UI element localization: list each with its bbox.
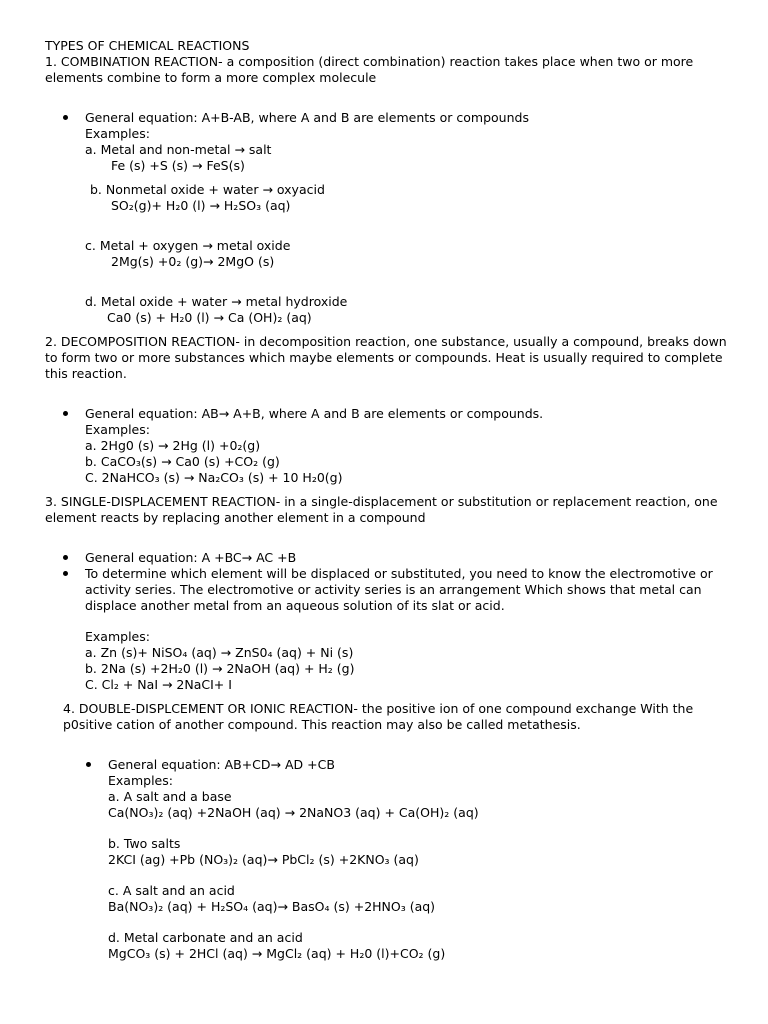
bullet-icon (63, 571, 68, 576)
section-1-example-a-label: a. Metal and non-metal → salt (85, 142, 272, 157)
section-1-heading-cont: elements combine to form a more complex molecule (45, 70, 377, 85)
bullet-icon (86, 762, 91, 767)
section-3-activity-series-note-cont: activity series. The electromotive or activity series is an arrangement Which shows that metal can (85, 582, 702, 597)
section-2-examples-label: Examples: (85, 422, 150, 437)
section-2-general-equation: General equation: AB→ A+B, where A and B are elements or compounds. (85, 406, 544, 421)
section-4-general-equation: General equation: AB+CD→ AD +CB (108, 757, 335, 772)
section-2-heading-end: this reaction. (45, 366, 127, 381)
bullet-icon (63, 115, 68, 120)
document-title: TYPES OF CHEMICAL REACTIONS (45, 38, 250, 53)
section-4-examples-label: Examples: (108, 773, 173, 788)
section-3-example-c-equation: C. Cl₂ + NaI → 2NaCI+ I (85, 677, 232, 692)
section-1-examples-label: Examples: (85, 126, 150, 141)
bullet-icon (63, 411, 68, 416)
section-1-example-a-equation: Fe (s) +S (s) → FeS(s) (111, 158, 245, 173)
section-2-heading: 2. DECOMPOSITION REACTION- in decomposition reaction, one substance, usually a compound, breaks down (45, 334, 727, 349)
section-1-example-d-label: d. Metal oxide + water → metal hydroxide (85, 294, 348, 309)
section-3-example-a-equation: a. Zn (s)+ NiSO₄ (aq) → ZnS0₄ (aq) + Ni (s) (85, 645, 354, 660)
section-4-example-a-label: a. A salt and a base (108, 789, 232, 804)
section-3-heading-cont: element reacts by replacing another element in a compound (45, 510, 426, 525)
section-2-example-a-equation: a. 2Hg0 (s) → 2Hg (l) +0₂(g) (85, 438, 261, 453)
section-4-example-a-equation: Ca(NO₃)₂ (aq) +2NaOH (aq) → 2NaNO3 (aq) + Ca(OH)₂ (aq) (108, 805, 479, 820)
section-4-example-b-label: b. Two salts (108, 836, 181, 851)
section-4-heading-cont: p0sitive cation of another compound. This reaction may also be called metathesis. (63, 717, 581, 732)
section-4-example-d-equation: MgCO₃ (s) + 2HCl (aq) → MgCl₂ (aq) + H₂0 (l)+CO₂ (g) (108, 946, 446, 961)
section-4-example-c-label: c. A salt and an acid (108, 883, 235, 898)
section-3-examples-label: Examples: (85, 629, 150, 644)
section-2-heading-cont: to form two or more substances which maybe elements or compounds. Heat is usually required to complete (45, 350, 723, 365)
section-4-example-d-label: d. Metal carbonate and an acid (108, 930, 303, 945)
bullet-icon (63, 555, 68, 560)
section-4-heading: 4. DOUBLE-DISPLCEMENT OR IONIC REACTION- the positive ion of one compound exchange With the (63, 701, 694, 716)
section-1-example-c-equation: 2Mg(s) +0₂ (g)→ 2MgO (s) (111, 254, 275, 269)
section-3-activity-series-note-end: displace another metal from an aqueous solution of its slat or acid. (85, 598, 505, 613)
section-2-example-b-equation: b. CaCO₃(s) → Ca0 (s) +CO₂ (g) (85, 454, 280, 469)
section-4-example-c-equation: Ba(NO₃)₂ (aq) + H₂SO₄ (aq)→ BasO₄ (s) +2HNO₃ (aq) (108, 899, 436, 914)
section-1-example-b-label: b. Nonmetal oxide + water → oxyacid (90, 182, 325, 197)
section-3-general-equation: General equation: A +BC→ AC +B (85, 550, 297, 565)
section-3-example-b-equation: b. 2Na (s) +2H₂0 (l) → 2NaOH (aq) + H₂ (g) (85, 661, 355, 676)
section-2-example-c-equation: C. 2NaHCO₃ (s) → Na₂CO₃ (s) + 10 H₂0(g) (85, 470, 343, 485)
section-1-example-c-label: c. Metal + oxygen → metal oxide (85, 238, 291, 253)
section-1-example-b-equation: SO₂(g)+ H₂0 (l) → H₂SO₃ (aq) (111, 198, 291, 213)
section-1-general-equation: General equation: A+B-AB, where A and B are elements or compounds (85, 110, 529, 125)
section-4-example-b-equation: 2KCI (ag) +Pb (NO₃)₂ (aq)→ PbCl₂ (s) +2KNO₃ (aq) (108, 852, 419, 867)
section-1-heading: 1. COMBINATION REACTION- a composition (direct combination) reaction takes place when two or more (45, 54, 694, 69)
section-3-activity-series-note: To determine which element will be displaced or substituted, you need to know the electromotive or (85, 566, 713, 581)
section-3-heading: 3. SINGLE-DISPLACEMENT REACTION- in a single-displacement or substitution or replacement reaction, one (45, 494, 718, 509)
section-1-example-d-equation: Ca0 (s) + H₂0 (l) → Ca (OH)₂ (aq) (107, 310, 312, 325)
